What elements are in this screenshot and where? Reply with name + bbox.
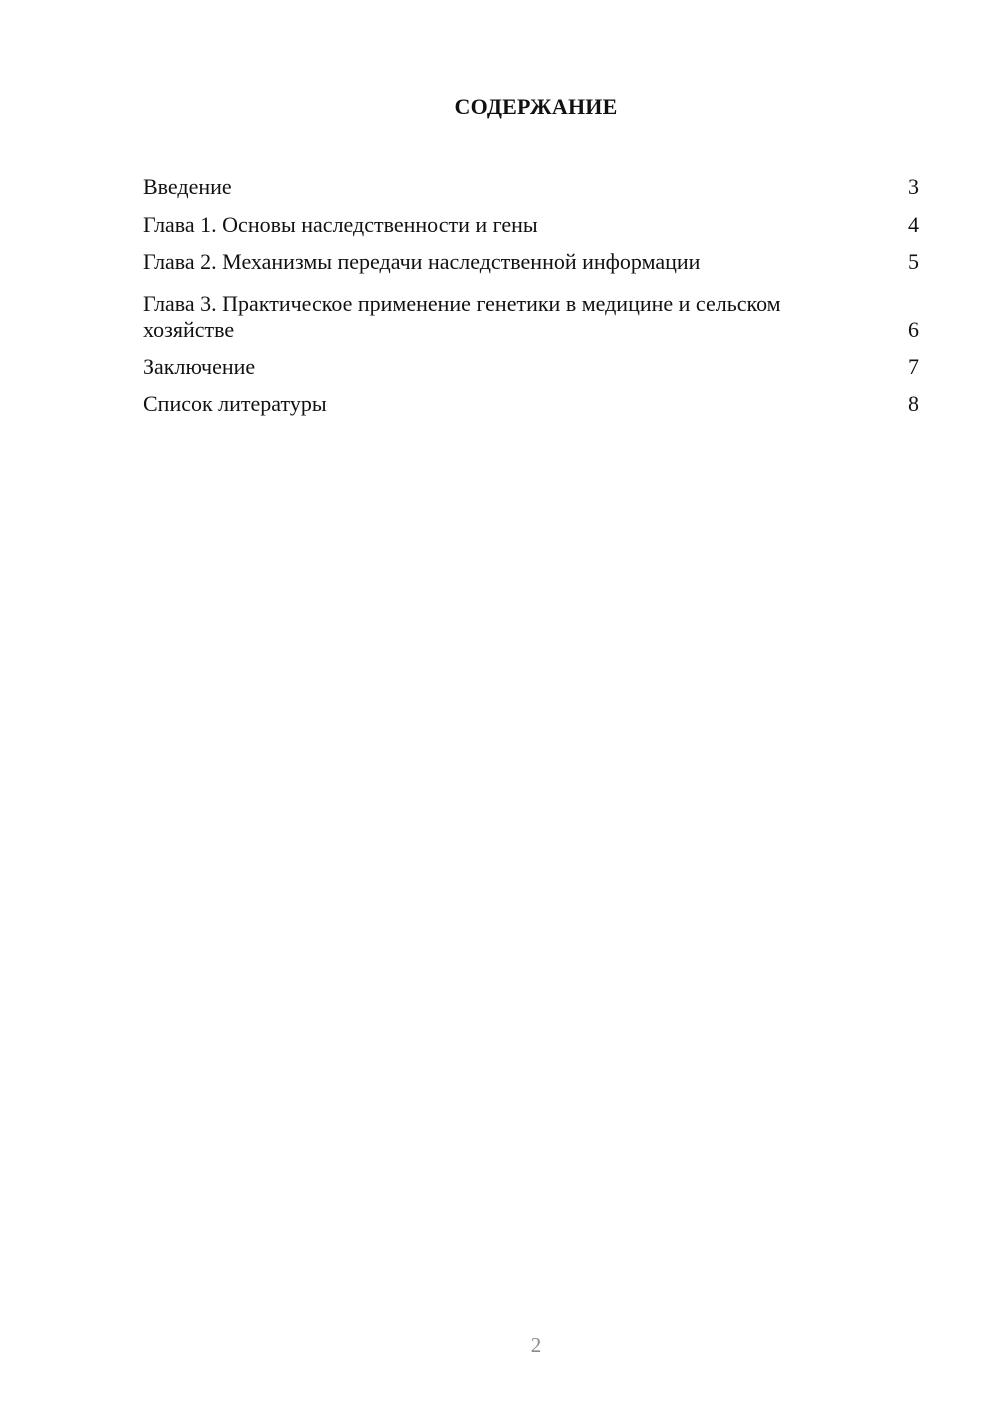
toc-entry-chapter-2 xyxy=(143,243,919,281)
table-of-contents xyxy=(143,168,919,423)
toc-entry-chapter-1 xyxy=(143,206,919,244)
toc-entry-title: Введение xyxy=(143,174,232,199)
toc-entry-title: Глава 3. Практическое применение генетики в медицине и сельском хозяйстве xyxy=(143,290,781,342)
toc-entry-page: 3 xyxy=(908,174,919,199)
toc-entry-references xyxy=(143,385,919,423)
toc-entry-title: Список литературы xyxy=(143,391,327,416)
toc-entry-page: 4 xyxy=(908,211,919,237)
toc-entry-title: Глава 2. Механизмы передачи наследственной информации xyxy=(143,249,701,274)
toc-entry-title: Глава 1. Основы наследственности и гены xyxy=(143,211,538,237)
toc-entry-page: 5 xyxy=(908,249,919,274)
toc-entry-conclusion xyxy=(143,348,919,386)
toc-entry-title: Заключение xyxy=(143,353,256,379)
toc-entry-chapter-3 xyxy=(143,281,919,348)
toc-entry-page: 7 xyxy=(908,353,919,379)
page-number: 2 xyxy=(530,1333,542,1357)
toc-heading: СОДЕРЖАНИЕ xyxy=(454,94,618,119)
toc-entry-page: 8 xyxy=(908,391,919,416)
toc-entry-page: 6 xyxy=(908,316,919,342)
toc-entry-introduction xyxy=(143,168,919,206)
